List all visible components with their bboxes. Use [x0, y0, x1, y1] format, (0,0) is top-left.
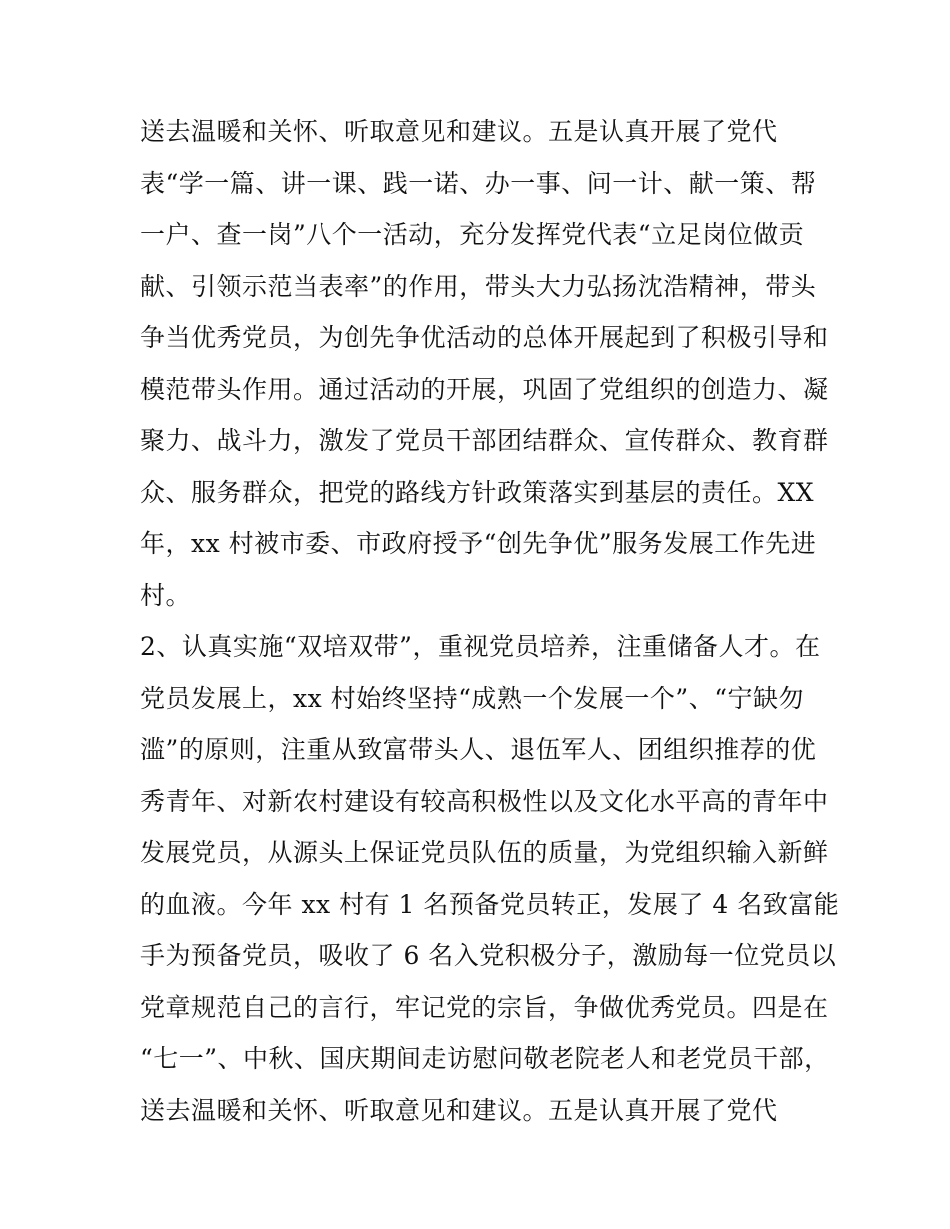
- text-line: 村。: [140, 580, 192, 610]
- text-line: 秀青年、对新农村建设有较高积极性以及文化水平高的青年中: [140, 786, 829, 816]
- text-line: 2、认真实施“双培双带”，重视党员培养，注重储备人才。在: [140, 632, 821, 661]
- text-line: 送去温暖和关怀、听取意见和建议。五是认真开展了党代: [140, 117, 778, 146]
- text-line: 聚力、战斗力，激发了党员干部团结群众、宣传群众、教育群: [140, 426, 829, 455]
- text-line: 献、引领示范当表率”的作用，带头大力弘扬沈浩精神，带头: [140, 271, 817, 301]
- text-line: 送去温暖和关怀、听取意见和建议。五是认真开展了党代: [140, 1095, 778, 1125]
- text-line: 手为预备党员，吸收了 6 名入党积极分子，激励每一位党员以: [140, 941, 837, 970]
- body-text: [140, 106, 840, 1136]
- text-line: 模范带头作用。通过活动的开展，巩固了党组织的创造力、凝: [140, 374, 829, 404]
- text-line: 一户、查一岗”八个一活动，充分发挥党代表“立足岗位做贡: [140, 220, 805, 249]
- text-line: 发展党员，从源头上保证党员队伍的质量，为党组织输入新鲜: [140, 838, 829, 867]
- text-line: 的血液。今年 xx 村有 1 名预备党员转正，发展了 4 名致富能: [140, 889, 840, 919]
- text-line: 争当优秀党员，为创先争优活动的总体开展起到了积极引导和: [140, 323, 829, 352]
- text-line: 党章规范自己的言行，牢记党的宗旨，争做优秀党员。四是在: [140, 992, 829, 1022]
- text-line: “七一”、中秋、国庆期间走访慰问敬老院老人和老党员干部，: [140, 1044, 830, 1073]
- text-line: 滥”的原则，注重从致富带头人、退伍军人、团组织推荐的优: [140, 735, 817, 764]
- text-line: 党员发展上，xx 村始终坚持“成熟一个发展一个”、“宁缺勿: [140, 683, 804, 713]
- text-line: 表“学一篇、讲一课、践一诺、办一事、问一计、献一策、帮: [140, 168, 817, 198]
- text-line: 年，xx 村被市委、市政府授予“创先争优”服务发展工作先进: [140, 529, 817, 558]
- text-line: 众、服务群众，把党的路线方针政策落实到基层的责任。XX: [140, 477, 815, 507]
